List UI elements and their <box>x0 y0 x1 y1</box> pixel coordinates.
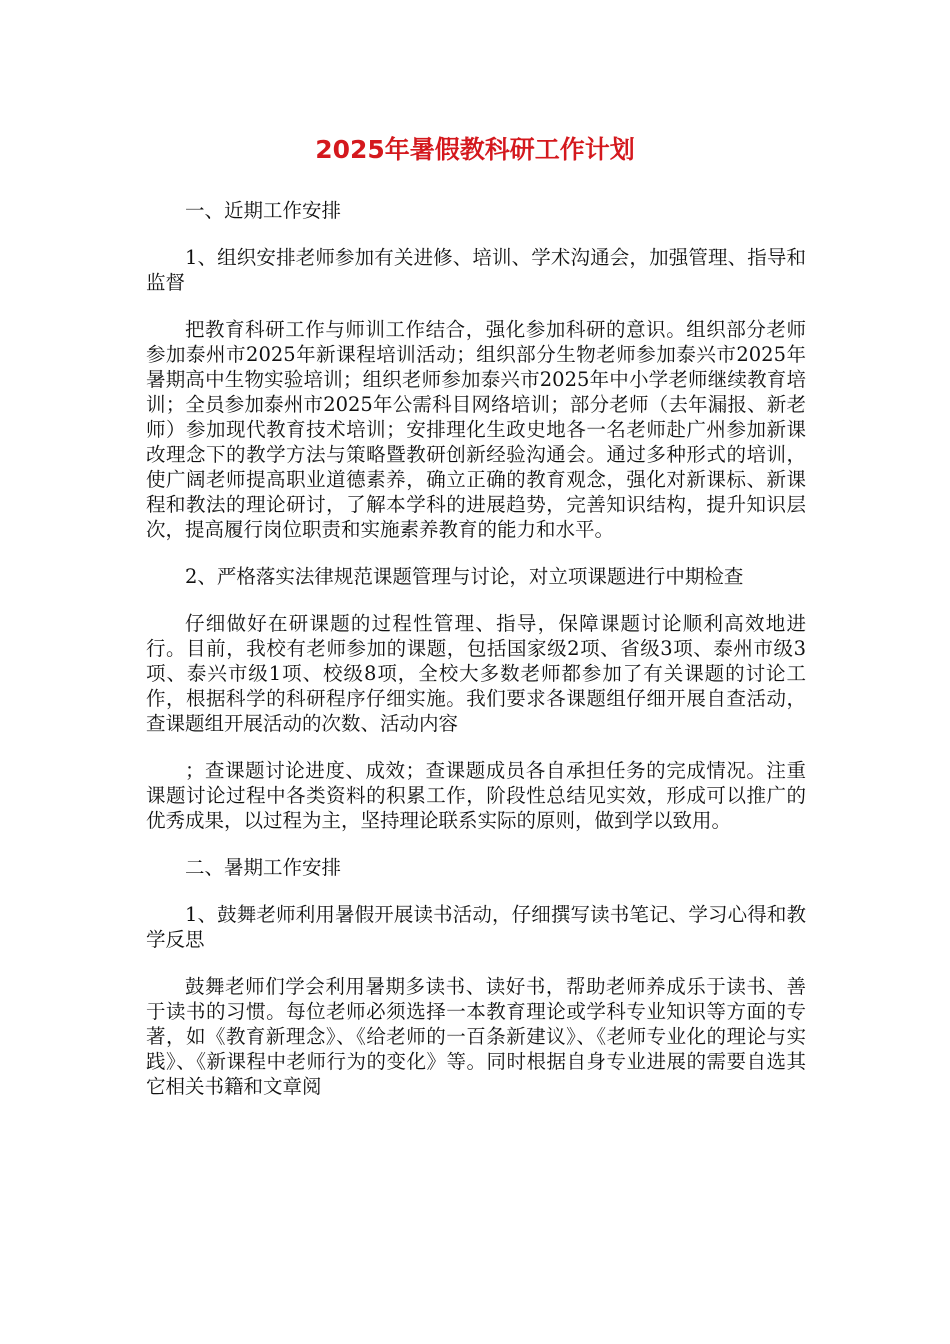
document-title: 2025年暑假教科研工作计划 <box>315 135 635 164</box>
body-paragraph: 把教育科研工作与师训工作结合，强化参加科研的意识。组织部分老师参加泰州市2025年新课程培训活动；组织部分生物老师参加泰兴市2025年暑期高中生物实验培训；组织老师参加泰兴市2025年中小学老师继续教育培训；全员参加泰州市2025年公需科目网络培训；部分老师（去年漏报、新老师）参加现代教育技术培训；安排理化生政史地各一名老师赴广州参加新课改理念下的教学方法与策略暨教研创新经验沟通会。通过多种形式的培训，使广阔老师提高职业道德素养，确立正确的教育观念，强化对新课标、新课程和教法的理论研讨，了解本学科的进展趋势，完善知识结构，提升知识层次，提高履行岗位职责和实施素养教育的能力和水平。 <box>146 318 806 541</box>
subsection-heading-1-2: 2、严格落实法律规范课题管理与讨论，对立项课题进行中期检查 <box>185 565 744 588</box>
body-paragraph: 仔细做好在研课题的过程性管理、指导，保障课题讨论顺利高效地进行。目前，我校有老师参加的课题，包括国家级2项、省级3项、泰州市级3项、泰兴市级1项、校级8项，全校大多数老师都参加了有关课题的讨论工作，根据科学的科研程序仔细实施。我们要求各课题组仔细开展自查活动，查课题组开展活动的次数、活动内容 <box>146 612 806 735</box>
body-paragraph: 鼓舞老师们学会利用暑期多读书、读好书，帮助老师养成乐于读书、善于读书的习惯。每位老师必须选择一本教育理论或学科专业知识等方面的专著，如《教育新理念》、《给老师的一百条新建议》、《老师专业化的理论与实践》、《新课程中老师行为的变化》等。同时根据自身专业进展的需要自选其它相关书籍和文章阅 <box>146 975 806 1098</box>
document-body <box>146 198 806 1121</box>
section-heading-1: 一、近期工作安排 <box>185 199 342 222</box>
body-paragraph: ；查课题讨论进度、成效；查课题成员各自承担任务的完成情况。注重课题讨论过程中各类资料的积累工作，阶段性总结见实效，形成可以推广的优秀成果，以过程为主，坚持理论联系实际的原则，做到学以致用。 <box>146 759 806 832</box>
subsection-heading-1-1: 1、组织安排老师参加有关进修、培训、学术沟通会，加强管理、指导和监督 <box>146 246 806 294</box>
subsection-heading-2-1: 1、鼓舞老师利用暑假开展读书活动，仔细撰写读书笔记、学习心得和教学反思 <box>146 903 806 951</box>
section-heading-2: 二、暑期工作安排 <box>185 856 342 879</box>
